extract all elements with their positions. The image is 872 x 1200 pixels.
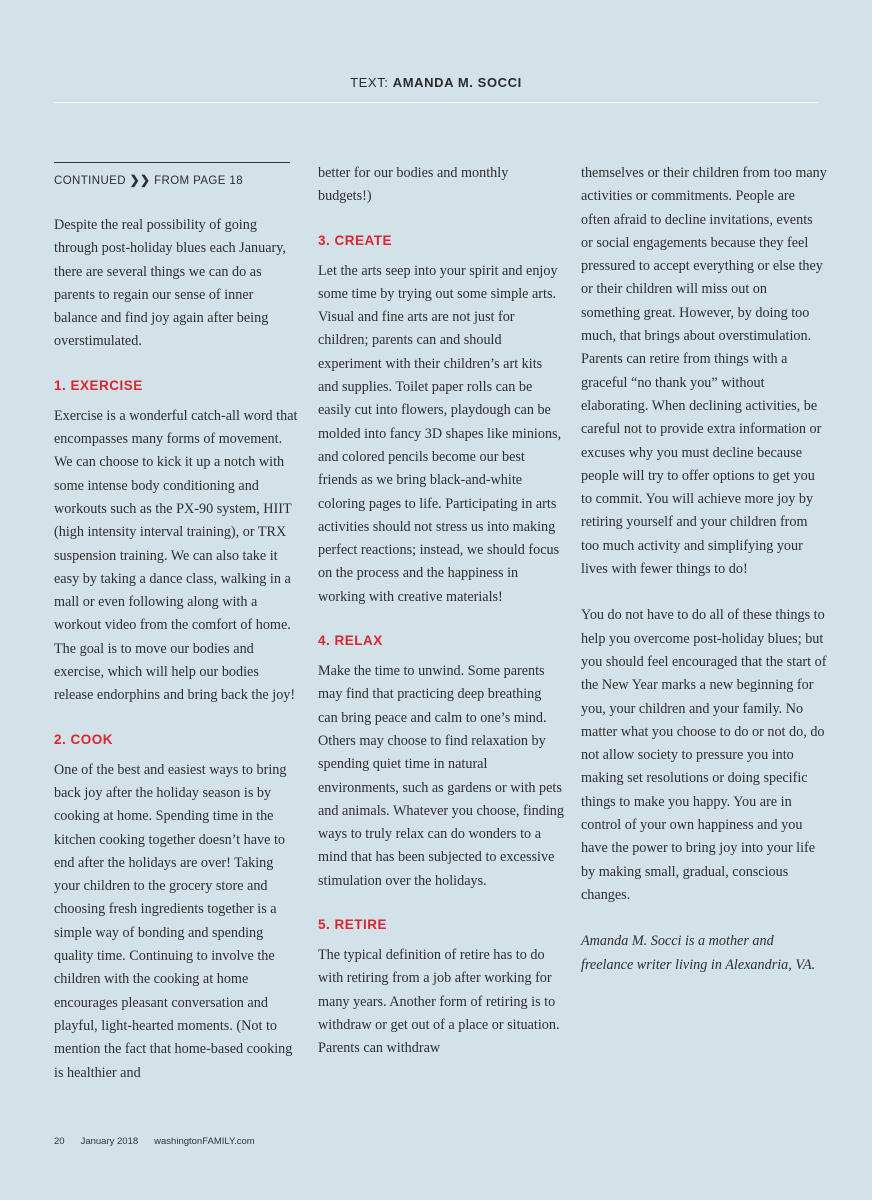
closing-paragraph: You do not have to do all of these things to help you overcome post-holiday blues; but you should feel encouraged that the start of the New Year marks a new beginning for you, your children and your family. No matter what you choose to do or not do, do not allow society to pressure you into making set resolutions or doing specific things to make you happy. You are in control of your own happiness and you have the power to bring joy into your life by making small, gradual, conscious changes.	[581, 607, 827, 903]
heading-relax: 4. RELAX	[318, 633, 383, 649]
exercise-paragraph: Exercise is a wonderful catch-all word that encompasses many forms of movement. We can choose to kick it up a notch with some intense body conditioning and workouts such as the PX-90 system, HIIT (high intensity interval training), or TRX suspension training. We can also take it easy by taking a dance class, walking in a mall or even following along with a workout video from the comfort of home. The goal is to move our bodies and exercise, which will help our bodies release endorphins and bring back the joy!	[54, 407, 298, 704]
byline	[0, 75, 872, 90]
retire-paragraph-continued: themselves or their children from too many activities or commitments. People are often afraid to decline invitations, events or social engagements because they feel pressured to accept everything or else they or their children will miss out on something great. However, by doing too much, that brings about overstimulation. Parents can retire from things with a graceful “no thank you” without elaborating. When declining activities, be careful not to provide extra information or excuses why you must decline because people will try to offer options to get you to commit. You will achieve more joy by retiring yourself and your children from too much activity and simplifying your lives with fewer things to do!	[581, 165, 827, 578]
intro-paragraph: Despite the real possibility of going through post-holiday blues each January, there are several things we can do as parents to regain our sense of inner balance and find joy again after being overstimulated.	[54, 217, 286, 350]
column-2	[318, 162, 564, 1084]
retire-paragraph: The typical definition of retire has to do with retiring from a job after working for many years. Another form of retiring is to withdraw or get out of a place or situation. Parents can withdraw	[318, 947, 560, 1057]
issue-date: January 2018	[80, 1136, 139, 1147]
column-3	[581, 162, 827, 1000]
page-number: 20	[54, 1136, 65, 1147]
website: washingtonFAMILY.com	[154, 1136, 255, 1147]
heading-cook: 2. COOK	[54, 731, 114, 747]
continued-page-text: FROM PAGE 18	[150, 175, 244, 187]
cook-paragraph: One of the best and easiest ways to bring back joy after the holiday season is by cooking at home. Spending time in the kitchen cooking together doesn’t have to end after the holidays are over! Taking your children to the grocery store and choosing fresh ingredients together is a simple way of bonding and spending quality time. Continuing to involve the children with the cooking at home encourages pleasant conversation and playful, light-hearted moments. (Not to mention the fact that home-based cooking is healthier and	[54, 761, 293, 1081]
byline-prefix: TEXT:	[350, 75, 393, 90]
page-footer	[54, 1136, 271, 1147]
byline-author: AMANDA M. SOCCI	[392, 75, 522, 90]
heading-create: 3. CREATE	[318, 232, 393, 248]
author-bio: Amanda M. Socci is a mother and freelance writer living in Alexandria, VA.	[581, 933, 816, 973]
top-divider	[54, 102, 818, 103]
heading-retire: 5. RETIRE	[318, 917, 388, 933]
relax-paragraph: Make the time to unwind. Some parents may find that practicing deep breathing can bring peace and calm to one’s mind. Others may choose to find relaxation by spending quiet time in natural environments, such as gardens or with pets and animals. Whatever you choose, finding ways to truly relax can do wonders to a mind that has been subjected to excessive stimulation over the holidays.	[318, 663, 564, 889]
continued-label	[54, 162, 290, 189]
create-paragraph: Let the arts seep into your spirit and enjoy some time by trying out some simple arts. Visual and fine arts are not just for children; parents can and should experiment with their children’s art kits and supplies. Toilet paper rolls can be easily cut into flowers, playdough can be molded into fancy 3D shapes like minions, and colored pencils become our best friends as we bring black-and-white coloring pages to life. Participating in arts activities should not stress us into making perfect reactions; instead, we should focus on the process and the happiness in working with creative materials!	[318, 262, 562, 605]
double-chevron-icon: ❯❯	[129, 173, 151, 187]
continued-text: CONTINUED	[54, 175, 130, 187]
heading-exercise: 1. EXERCISE	[54, 377, 143, 393]
cook-paragraph-continued: better for our bodies and monthly budgets!)	[318, 165, 509, 205]
column-1	[54, 162, 300, 1108]
